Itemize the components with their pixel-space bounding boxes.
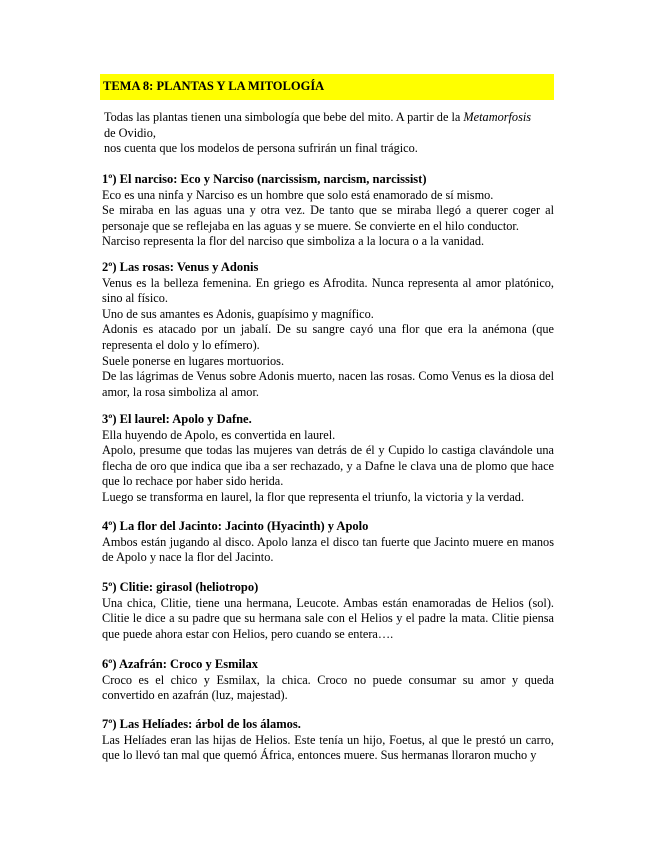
title-banner <box>100 74 554 100</box>
section-heading: 6º) Azafrán: Croco y Esmilax <box>102 657 258 671</box>
paragraph: Se miraba en las aguas una y otra vez. De tanto que se miraba llegó a querer coger al personaje que se reflejaba en las aguas y se muere. Se convierte en el hilo conductor. <box>102 203 554 233</box>
paragraph: Narciso representa la flor del narciso que simboliza a la locura o a la vanidad. <box>102 234 485 249</box>
paragraph: Adonis es atacado por un jabalí. De su sangre cayó una flor que era la anémona (que representa el dolo y lo efímero). <box>102 322 554 352</box>
section-heading: 4º) La flor del Jacinto: Jacinto (Hyacinth) y Apolo <box>102 519 369 533</box>
paragraph: De las lágrimas de Venus sobre Adonis muerto, nacen las rosas. Como Venus es la diosa del amor, la rosa simboliza al amor. <box>102 369 554 399</box>
section-laurel <box>102 412 554 506</box>
paragraph: Una chica, Clitie, tiene una hermana, Leucote. Ambas están enamoradas de Helios (sol). Clitie le dice a su padre que su hermana sale con el Helios y el padre la mata. Clitie piensa que puede ahora estar con Helios, pero cuando se entera…. <box>102 595 554 641</box>
intro-text-cont: de Ovidio, <box>104 125 156 140</box>
paragraph: Apolo, presume que todas las mujeres van detrás de él y Cupido lo castiga clavándole una flecha de oro que indica que iba a ser rechazado, y a Dafne le clava una de plomo que hace que lo rechace por haber sido herida. <box>102 443 554 489</box>
intro-block <box>104 110 554 157</box>
intro-line-2: nos cuenta que los modelos de persona sufrirán un final trágico. <box>104 141 418 156</box>
section-jacinto <box>102 519 554 566</box>
intro-text: Todas las plantas tienen una simbología que bebe del mito. A partir de la <box>104 110 464 124</box>
section-heading: 1º) El narciso: Eco y Narciso (narcissism, narcism, narcissist) <box>102 172 427 186</box>
section-rosas <box>102 260 554 400</box>
section-heading: 2º) Las rosas: Venus y Adonis <box>102 260 259 274</box>
paragraph: Eco es una ninfa y Narciso es un hombre que solo está enamorado de sí mismo. <box>102 187 494 202</box>
paragraph: Suele ponerse en lugares mortuorios. <box>102 353 285 368</box>
section-clitie <box>102 580 554 642</box>
paragraph: Ambos están jugando al disco. Apolo lanza el disco tan fuerte que Jacinto muere en manos de Apolo y nace la flor del Jacinto. <box>102 534 554 565</box>
intro-italic-title: Metamorfosis <box>463 110 532 124</box>
section-heading: 7º) Las Helíades: árbol de los álamos. <box>102 717 301 731</box>
section-azafran <box>102 657 554 704</box>
paragraph: Luego se transforma en laurel, la flor que representa el triunfo, la victoria y la verdad. <box>102 489 525 504</box>
paragraph: Venus es la belleza femenina. En griego es Afrodita. Nunca representa al amor platónico, sino al físico. <box>102 275 554 306</box>
paragraph: Ella huyendo de Apolo, es convertida en laurel. <box>102 427 336 442</box>
section-heliades <box>102 717 554 764</box>
page-title: TEMA 8: PLANTAS Y LA MITOLOGÍA <box>103 79 325 93</box>
section-heading: 3º) El laurel: Apolo y Dafne. <box>102 412 252 426</box>
section-heading: 5º) Clitie: girasol (heliotropo) <box>102 580 259 594</box>
paragraph: Las Helíades eran las hijas de Helios. Este tenía un hijo, Foetus, al que le prestó un carro, que lo llevó tan mal que quemó África, entonces muere. Sus hermanas lloraron mucho y <box>102 732 554 763</box>
paragraph: Croco es el chico y Esmilax, la chica. Croco no puede consumar su amor y queda convertido en azafrán (luz, majestad). <box>102 672 554 703</box>
intro-line-1 <box>104 110 554 141</box>
paragraph: Uno de sus amantes es Adonis, guapísimo y magnífico. <box>102 306 374 321</box>
section-narciso <box>102 172 554 250</box>
